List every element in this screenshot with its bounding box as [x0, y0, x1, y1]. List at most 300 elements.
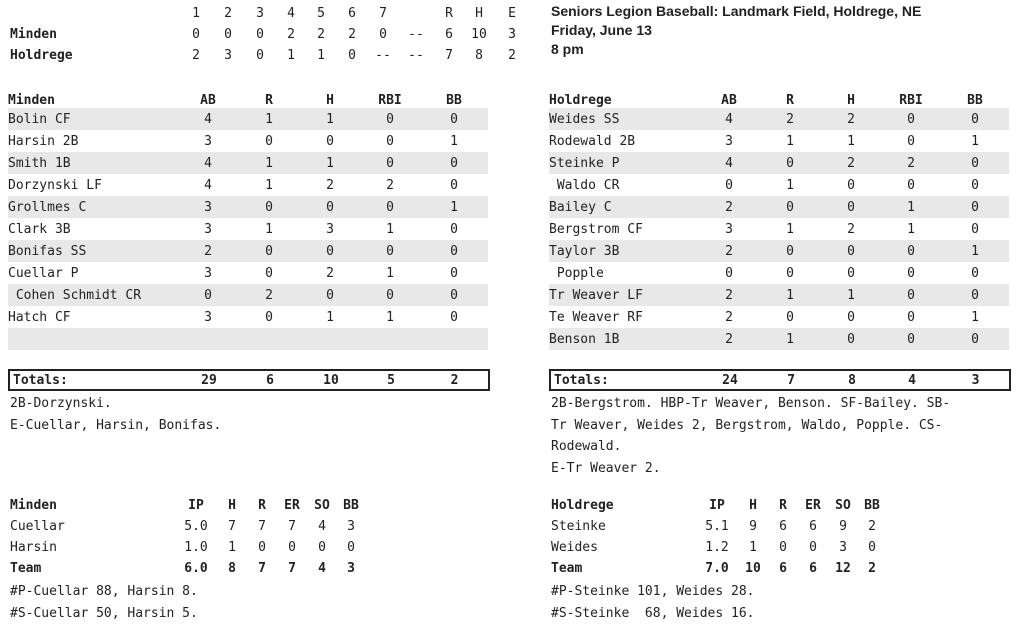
linescore-cell: -- [375, 48, 391, 63]
player-name: Clark 3B [8, 221, 71, 237]
pitching-stat-header: H [228, 498, 236, 513]
player-stat: 0 [759, 196, 821, 218]
player-stat: 1 [450, 133, 458, 149]
pitcher-stat: 9 [749, 519, 757, 534]
player-stat: 0 [881, 108, 941, 130]
pitching-stat-header: ER [284, 498, 300, 513]
player-stat [300, 328, 360, 350]
player-stat: 0 [847, 265, 855, 281]
linescore-cell: 2 [192, 48, 200, 63]
player-name: Waldo CR [549, 177, 620, 193]
batting-note-line: Rodewald. [551, 439, 622, 454]
player-stat [238, 328, 300, 350]
player-stat [178, 328, 238, 350]
game-date: Friday, June 13 [551, 22, 652, 38]
player-stat: 1 [786, 133, 794, 149]
player-stat: 0 [450, 221, 458, 237]
player-stat: 0 [326, 133, 334, 149]
player-name: Bolin CF [8, 108, 178, 130]
player-stat: 0 [907, 309, 915, 325]
pitching-team-stat: 7.0 [705, 561, 729, 576]
player-stat: 1 [300, 108, 360, 130]
pitcher-stat: 3 [347, 519, 355, 534]
player-stat: 0 [360, 152, 420, 174]
linescore-team-name: Holdrege [10, 48, 73, 63]
player-stat: 0 [821, 196, 881, 218]
pitching-stat-header: IP [709, 498, 725, 513]
game-time: 8 pm [551, 41, 584, 57]
player-stat: 2 [326, 177, 334, 193]
holdrege-batting-notes [551, 393, 950, 479]
linescore-col-label: 5 [317, 6, 325, 21]
holdrege-batting-table [549, 86, 1009, 350]
pitching-stat-header: BB [343, 498, 359, 513]
player-stat: 0 [847, 177, 855, 193]
pitcher-stat: 2 [868, 519, 876, 534]
linescore-cell: -- [408, 48, 424, 63]
player-stat: 0 [786, 309, 794, 325]
player-name: Te Weaver RF [549, 309, 643, 325]
pitcher-stat: 7 [288, 519, 296, 534]
player-stat: 0 [881, 328, 941, 350]
totals-stat: 29 [201, 372, 217, 388]
player-stat: 3 [725, 133, 733, 149]
player-stat: 2 [238, 284, 300, 306]
player-row [8, 108, 488, 130]
player-stat: 0 [420, 152, 488, 174]
totals-label: Totals: [554, 372, 609, 388]
player-stat: 4 [178, 152, 238, 174]
player-stat: 0 [821, 240, 881, 262]
pitching-team-label: Team [10, 561, 42, 576]
player-stat: 0 [178, 284, 238, 306]
player-stat: 4 [699, 108, 759, 130]
pitcher-name: Weides [551, 540, 598, 555]
player-stat: 0 [238, 196, 300, 218]
player-row [549, 328, 1009, 350]
player-stat: 1 [759, 284, 821, 306]
player-stat: 1 [907, 221, 915, 237]
game-title: Seniors Legion Baseball: Landmark Field, Holdrege, NE [551, 3, 922, 19]
player-stat: 1 [265, 221, 273, 237]
minden-totals-row [8, 369, 490, 391]
minden-batting-table [8, 86, 488, 350]
player-stat: 0 [971, 177, 979, 193]
linescore-cell: 2 [317, 27, 325, 42]
pitcher-stat: 1.2 [705, 540, 729, 555]
totals-stat: 2 [450, 372, 459, 388]
pitching-team-stat: 12 [835, 561, 851, 576]
totals-label: Totals: [13, 372, 68, 388]
pitcher-row [551, 516, 886, 537]
player-stat: 0 [725, 265, 733, 281]
linescore-cell: 7 [445, 48, 453, 63]
pitcher-stat: 0 [318, 540, 326, 555]
linescore-cell: 3 [224, 48, 232, 63]
pitching-team-stat: 4 [318, 561, 326, 576]
linescore-corner [10, 3, 180, 24]
pitcher-stat: 5.1 [705, 519, 729, 534]
linescore-cell: 3 [508, 27, 516, 42]
holdrege-pitching-notes [551, 581, 755, 624]
pitcher-stat: 4 [318, 519, 326, 534]
linescore-cell: 2 [508, 48, 516, 63]
player-stat: 1 [300, 152, 360, 174]
player-stat: 0 [941, 152, 1009, 174]
linescore-cell: 0 [256, 27, 264, 42]
totals-stat: 5 [387, 372, 395, 388]
pitcher-stat: 0 [288, 540, 296, 555]
player-stat: 0 [759, 152, 821, 174]
pitching-team-stat: 3 [347, 561, 355, 576]
linescore-cell: 0 [224, 27, 232, 42]
totals-stat: 6 [266, 372, 274, 388]
player-stat: 2 [821, 152, 881, 174]
pitcher-stat: 6 [779, 519, 787, 534]
player-stat: 0 [420, 240, 488, 262]
player-name: Cuellar P [8, 265, 79, 281]
player-stat: 2 [881, 152, 941, 174]
player-row [549, 174, 1009, 196]
holdrege-pitching-table [551, 495, 886, 579]
player-stat: 0 [300, 196, 360, 218]
player-stat: 0 [971, 265, 979, 281]
player-stat: 0 [450, 265, 458, 281]
player-stat: 0 [420, 108, 488, 130]
linescore-cell: 0 [256, 48, 264, 63]
pitcher-stat: 1 [749, 540, 757, 555]
batting-stat-header: BB [967, 93, 983, 108]
player-stat: 0 [265, 133, 273, 149]
totals-stat: 8 [848, 372, 856, 388]
player-stat: 1 [786, 177, 794, 193]
player-name: Cohen Schmidt CR [8, 284, 178, 306]
batting-note-line: E-Cuellar, Harsin, Bonifas. [10, 417, 222, 433]
pitcher-row [551, 537, 886, 558]
player-stat: 1 [847, 133, 855, 149]
linescore-col-label: 6 [348, 6, 356, 21]
linescore-cell: 10 [471, 27, 487, 42]
pitching-stat-header: SO [835, 498, 851, 513]
player-name: Dorzynski LF [8, 177, 102, 193]
linescore-header-row [10, 3, 530, 24]
linescore-cell: 1 [317, 48, 325, 63]
holdrege-totals-row [549, 369, 1011, 391]
player-row [549, 152, 1009, 174]
player-stat: 3 [204, 221, 212, 237]
player-stat: 3 [725, 221, 733, 237]
linescore-cell: 6 [445, 27, 453, 42]
player-row [8, 218, 488, 240]
batting-team-header: Minden [8, 93, 55, 108]
player-stat: 0 [786, 265, 794, 281]
pitching-team-stat: 8 [228, 561, 236, 576]
totals-stat: 24 [722, 372, 738, 388]
pitcher-stat: 7 [228, 519, 236, 534]
player-name: Popple [549, 265, 604, 281]
pitching-team-stat: 6 [809, 561, 817, 576]
pitching-stat-header: SO [314, 498, 330, 513]
player-stat: 1 [941, 240, 1009, 262]
pitcher-stat: 0 [258, 540, 266, 555]
player-stat: 2 [386, 177, 394, 193]
pitching-team-stat: 2 [868, 561, 876, 576]
batting-stat-header: BB [446, 93, 462, 108]
player-name: Harsin 2B [8, 133, 79, 149]
linescore-cell: -- [408, 27, 424, 42]
pitching-note-line: #P-Steinke 101, Weides 28. [551, 584, 755, 599]
minden-pitching-table [10, 495, 365, 579]
player-row [549, 218, 1009, 240]
player-stat: 1 [238, 152, 300, 174]
player-stat: 2 [699, 328, 759, 350]
player-name: Bailey C [549, 196, 699, 218]
player-row [8, 196, 488, 218]
batting-note-line: Tr Weaver, Weides 2, Bergstrom, Waldo, Popple. CS- [551, 417, 943, 433]
player-name [8, 328, 178, 350]
linescore-col-label: 3 [256, 6, 264, 21]
player-stat: 2 [178, 240, 238, 262]
player-stat: 0 [238, 240, 300, 262]
player-name: Bonifas SS [8, 240, 178, 262]
player-stat: 0 [907, 177, 915, 193]
player-stat: 1 [386, 309, 394, 325]
batting-stat-header: AB [200, 93, 216, 108]
batting-stat-header: RBI [378, 93, 402, 108]
linescore-col-label [398, 3, 434, 24]
player-stat: 1 [420, 196, 488, 218]
pitching-team-stat: 6.0 [184, 561, 208, 576]
player-name: Rodewald 2B [549, 133, 636, 149]
pitcher-stat: 0 [779, 540, 787, 555]
player-stat: 0 [941, 196, 1009, 218]
pitching-stat-header: BB [864, 498, 880, 513]
pitcher-stat: 0 [809, 540, 817, 555]
totals-stat: 10 [323, 372, 339, 388]
player-stat: 0 [360, 240, 420, 262]
pitching-stat-header: R [258, 498, 266, 513]
player-stat: 0 [420, 284, 488, 306]
player-stat: 0 [821, 328, 881, 350]
player-stat: 2 [847, 221, 855, 237]
pitcher-name: Harsin [10, 540, 57, 555]
player-stat: 0 [386, 133, 394, 149]
linescore-col-label: R [445, 6, 453, 21]
player-stat: 2 [699, 196, 759, 218]
player-stat: 0 [881, 240, 941, 262]
pitcher-stat: 0 [868, 540, 876, 555]
linescore-cell: 2 [348, 27, 356, 42]
pitching-team-stat: 10 [745, 561, 761, 576]
player-stat: 0 [360, 108, 420, 130]
player-stat: 4 [699, 152, 759, 174]
pitcher-stat: 1.0 [184, 540, 208, 555]
player-row [549, 130, 1009, 152]
player-stat: 3 [204, 265, 212, 281]
player-stat: 2 [759, 108, 821, 130]
pitcher-stat: 9 [839, 519, 847, 534]
player-name: Taylor 3B [549, 240, 699, 262]
player-name: Benson 1B [549, 328, 699, 350]
player-stat: 4 [178, 108, 238, 130]
player-stat: 0 [360, 284, 420, 306]
player-row [549, 240, 1009, 262]
player-stat: 0 [360, 196, 420, 218]
linescore-table [10, 3, 530, 66]
player-stat: 1 [786, 221, 794, 237]
player-stat: 0 [725, 177, 733, 193]
player-stat: 1 [881, 196, 941, 218]
linescore-team-row [10, 24, 530, 45]
batting-stat-header: R [265, 93, 273, 108]
player-stat: 0 [265, 265, 273, 281]
totals-stat: 4 [908, 372, 916, 388]
player-stat: 1 [821, 284, 881, 306]
player-name: Grollmes C [8, 196, 178, 218]
linescore-cell: 2 [287, 27, 295, 42]
linescore-col-label: 4 [287, 6, 295, 21]
player-row [8, 174, 488, 196]
linescore-col-label: 7 [379, 6, 387, 21]
linescore-team-name: Minden [10, 27, 57, 42]
batting-stat-header: H [326, 93, 334, 108]
player-stat: 0 [941, 328, 1009, 350]
pitching-team-row [551, 558, 886, 579]
pitching-stat-header: R [779, 498, 787, 513]
player-stat: 0 [907, 133, 915, 149]
pitching-team-stat: 7 [288, 561, 296, 576]
player-name: Weides SS [549, 108, 699, 130]
pitcher-stat: 1 [228, 540, 236, 555]
player-stat: 0 [941, 284, 1009, 306]
linescore-team-row [10, 45, 530, 66]
player-stat: 2 [699, 284, 759, 306]
player-stat: 3 [326, 221, 334, 237]
pitching-team-header: Holdrege [551, 498, 614, 513]
pitching-note-line: #S-Cuellar 50, Harsin 5. [10, 605, 198, 621]
linescore-cell: 0 [379, 27, 387, 42]
batting-team-header: Holdrege [549, 93, 612, 108]
linescore-col-label: H [475, 6, 483, 21]
player-name: Hatch CF [8, 309, 71, 325]
pitching-note-line: #S-Steinke 68, Weides 16. [551, 605, 755, 621]
pitcher-stat: 5.0 [184, 519, 208, 534]
player-stat [420, 328, 488, 350]
pitcher-name: Steinke [551, 519, 606, 534]
batting-stat-header: AB [721, 93, 737, 108]
batting-note-line: E-Tr Weaver 2. [551, 460, 661, 476]
player-stat: 1 [386, 221, 394, 237]
player-stat: 0 [907, 265, 915, 281]
linescore-col-label: 2 [224, 6, 232, 21]
player-stat: 1 [326, 309, 334, 325]
player-name: Steinke P [549, 152, 699, 174]
pitching-note-line: #P-Cuellar 88, Harsin 8. [10, 584, 198, 599]
player-stat [360, 328, 420, 350]
linescore-cell: 8 [475, 48, 483, 63]
totals-stat: 7 [787, 372, 795, 388]
player-stat: 2 [821, 108, 881, 130]
pitching-team-label: Team [551, 561, 583, 576]
player-row [8, 130, 488, 152]
player-row [8, 284, 488, 306]
linescore-cell: 0 [348, 48, 356, 63]
player-stat: 1 [759, 328, 821, 350]
pitching-team-row [10, 558, 365, 579]
player-stat: 0 [941, 108, 1009, 130]
pitching-team-header: Minden [10, 498, 57, 513]
player-name: Bergstrom CF [549, 221, 643, 237]
player-stat: 3 [204, 309, 212, 325]
player-stat: 0 [847, 309, 855, 325]
player-stat: 3 [204, 133, 212, 149]
player-row [549, 108, 1009, 130]
pitching-stat-header: IP [188, 498, 204, 513]
batting-note-line: 2B-Bergstrom. HBP-Tr Weaver, Benson. SF-Bailey. SB- [551, 396, 951, 411]
batting-stat-header: H [847, 93, 855, 108]
pitching-stat-header: H [749, 498, 757, 513]
batting-stat-header: RBI [899, 93, 923, 108]
game-header [551, 2, 921, 59]
pitching-stat-header: ER [805, 498, 821, 513]
player-row [8, 152, 488, 174]
pitcher-stat: 0 [347, 540, 355, 555]
pitcher-row [10, 516, 365, 537]
player-stat: 0 [450, 177, 458, 193]
player-stat: 2 [699, 240, 759, 262]
player-stat: 1 [265, 177, 273, 193]
linescore-cell: 0 [192, 27, 200, 42]
player-stat: 2 [725, 309, 733, 325]
player-row [8, 240, 488, 262]
player-stat: 1 [971, 133, 979, 149]
batting-stat-header: R [786, 93, 794, 108]
player-stat: 0 [759, 240, 821, 262]
player-row [549, 262, 1009, 284]
player-row [8, 328, 488, 350]
pitching-team-stat: 6 [779, 561, 787, 576]
minden-batting-notes [10, 393, 221, 436]
player-stat: 1 [386, 265, 394, 281]
player-name: Smith 1B [8, 152, 178, 174]
pitching-header-row [10, 495, 365, 516]
player-stat: 0 [265, 309, 273, 325]
pitcher-name: Cuellar [10, 519, 65, 534]
player-row [549, 284, 1009, 306]
pitcher-stat: 3 [839, 540, 847, 555]
pitcher-row [10, 537, 365, 558]
player-stat: 0 [881, 284, 941, 306]
player-stat: 0 [300, 240, 360, 262]
linescore-cell: 1 [287, 48, 295, 63]
player-stat: 3 [178, 196, 238, 218]
totals-stat: 3 [971, 372, 980, 388]
minden-pitching-notes [10, 581, 198, 624]
pitching-header-row [551, 495, 886, 516]
player-stat: 1 [971, 309, 979, 325]
player-stat: 0 [450, 309, 458, 325]
player-row [8, 306, 488, 328]
player-stat: 0 [971, 221, 979, 237]
pitcher-stat: 7 [258, 519, 266, 534]
player-stat: 4 [204, 177, 212, 193]
linescore-col-label: E [508, 6, 516, 21]
pitching-team-stat: 7 [258, 561, 266, 576]
player-row [549, 196, 1009, 218]
pitcher-stat: 6 [809, 519, 817, 534]
player-stat: 1 [238, 108, 300, 130]
linescore-col-label: 1 [192, 6, 200, 21]
